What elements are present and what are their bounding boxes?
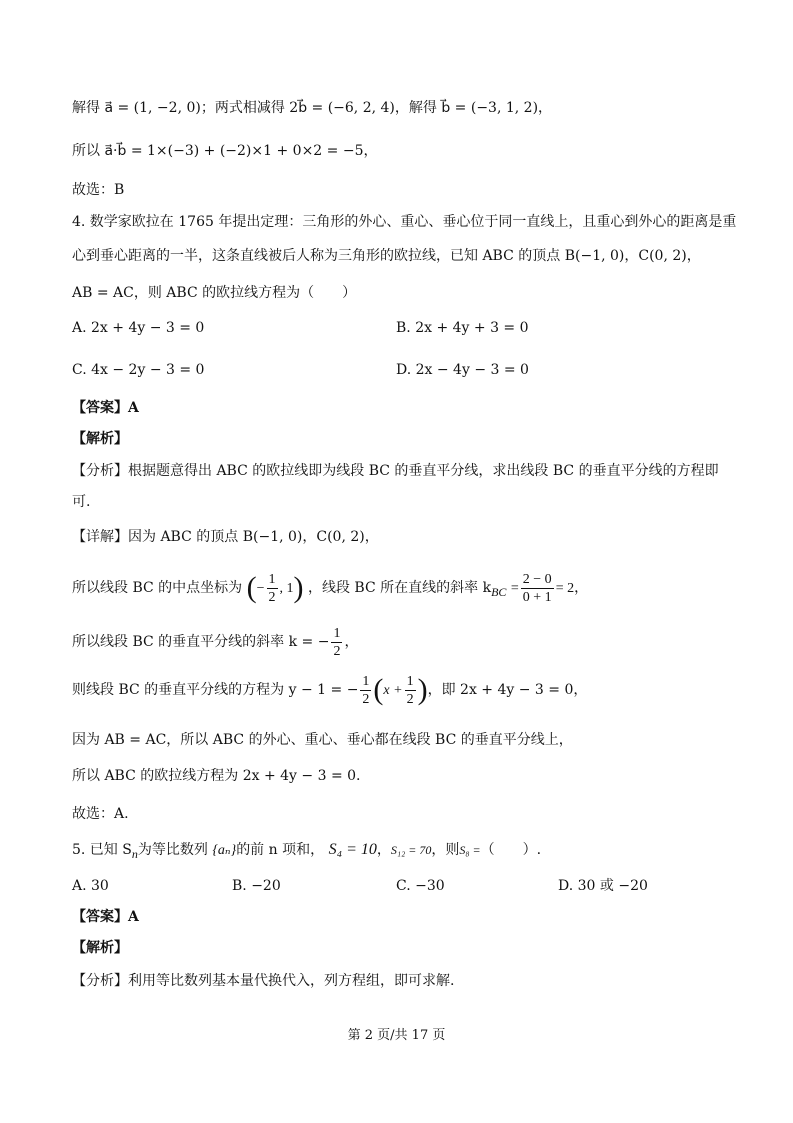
q4-answer: 【答案】A (72, 400, 139, 416)
q4-conclusion-line: 所以 ABC 的欧拉线方程为 2x + 4y − 3 = 0. (72, 768, 361, 784)
q4-perp-slope-line: 所以线段 BC 的垂直平分线的斜率 k = − $\frac{1}{2}$ ， (72, 625, 359, 659)
fraction-one-half-4: $\frac{1}{2}$ (406, 673, 414, 707)
q4-analysis-line1: 【分析】根据题意得出 ABC 的欧拉线即为线段 BC 的垂直平分线，求出线段 BC 的垂直平分线的方程即 (72, 463, 719, 479)
q4-detail-line: 【详解】因为 ABC 的顶点 B(−1, 0)，C(0, 2)， (72, 529, 379, 545)
fraction-one-half-2: $\frac{1}{2}$ (333, 625, 341, 659)
q5-option-c: C. −30 (396, 878, 445, 894)
q3-selection: 故选：B (72, 182, 125, 198)
q5-analysis-heading: 【解析】 (72, 940, 128, 956)
q5-option-a: A. 30 (72, 878, 109, 894)
q4-option-b: B. 2x + 4y + 3 = 0 (396, 320, 529, 336)
right-paren: ) (293, 571, 304, 604)
left-paren: ( (246, 571, 257, 604)
q4-stem-line1: 4. 数学家欧拉在 1765 年提出定理：三角形的外心、重心、垂心位于同一直线上，且重心到外心的距离是重 (72, 214, 737, 230)
q4-midpoint-line: 所以线段 BC 的中点坐标为 (− $\frac{1}{2}$ , 1) ，线段 BC 所在直线的斜率 $k_{BC}$ = $\frac{2 - 0}{0 + 1}$ = 2， (72, 571, 589, 605)
dot-product-line: 所以 a⃗·b⃗ = 1×(−3) + (−2)×1 + 0×2 = −5， (72, 143, 378, 159)
q5-answer: 【答案】A (72, 909, 139, 925)
q4-because-line: 因为 AB = AC，所以 ABC 的外心、重心、垂心都在线段 BC 的垂直平分线上， (72, 732, 573, 748)
page-footer: 第 2 页/共 17 页 (347, 1028, 446, 1043)
left-paren-2: ( (373, 673, 384, 706)
fraction-one-half: $\frac{1}{2}$ (268, 571, 276, 605)
q4-stem-line3: AB = AC，则 ABC 的欧拉线方程为（ ） (72, 285, 357, 301)
q4-option-d: D. 2x − 4y − 3 = 0 (396, 362, 529, 378)
q5-option-b: B. −20 (232, 878, 281, 894)
fraction-one-half-3: $\frac{1}{2}$ (362, 673, 370, 707)
slope-fraction: $\frac{2 - 0}{0 + 1}$ (522, 571, 552, 605)
q5-stem: 5. 已知 $S_n$为等比数列 {aₙ}的前 n 项和， S₄ = 10，S₁₂ = 70，则S₈ =（ ）. (72, 841, 542, 861)
right-paren-2: ) (417, 673, 428, 706)
q4-selection: 故选：A. (72, 806, 129, 822)
q4-option-c: C. 4x − 2y − 3 = 0 (72, 362, 205, 378)
q5-analysis-line: 【分析】利用等比数列基本量代换代入，列方程组，即可求解. (72, 973, 455, 989)
q4-option-a: A. 2x + 4y − 3 = 0 (72, 320, 205, 336)
q4-equation-line: 则线段 BC 的垂直平分线的方程为 y − 1 = − $\frac{1}{2}$ (x + $\frac{1}{2}$ )，即 2x + 4y − 3 = 0， (72, 673, 588, 707)
q4-analysis-heading: 【解析】 (72, 431, 128, 447)
q4-stem-line2: 心到垂心距离的一半，这条直线被后人称为三角形的欧拉线，已知 ABC 的顶点 B(−1, 0)，C(0, 2)， (72, 248, 701, 264)
solve-vectors-line: 解得 a⃗ = (1, −2, 0)；两式相减得 2b⃗ = (−6, 2, 4)，解得 b⃗ = (−3, 1, 2)， (72, 100, 553, 116)
q5-option-d: D. 30 或 −20 (558, 878, 648, 894)
q4-analysis-line2: 可. (72, 494, 91, 510)
